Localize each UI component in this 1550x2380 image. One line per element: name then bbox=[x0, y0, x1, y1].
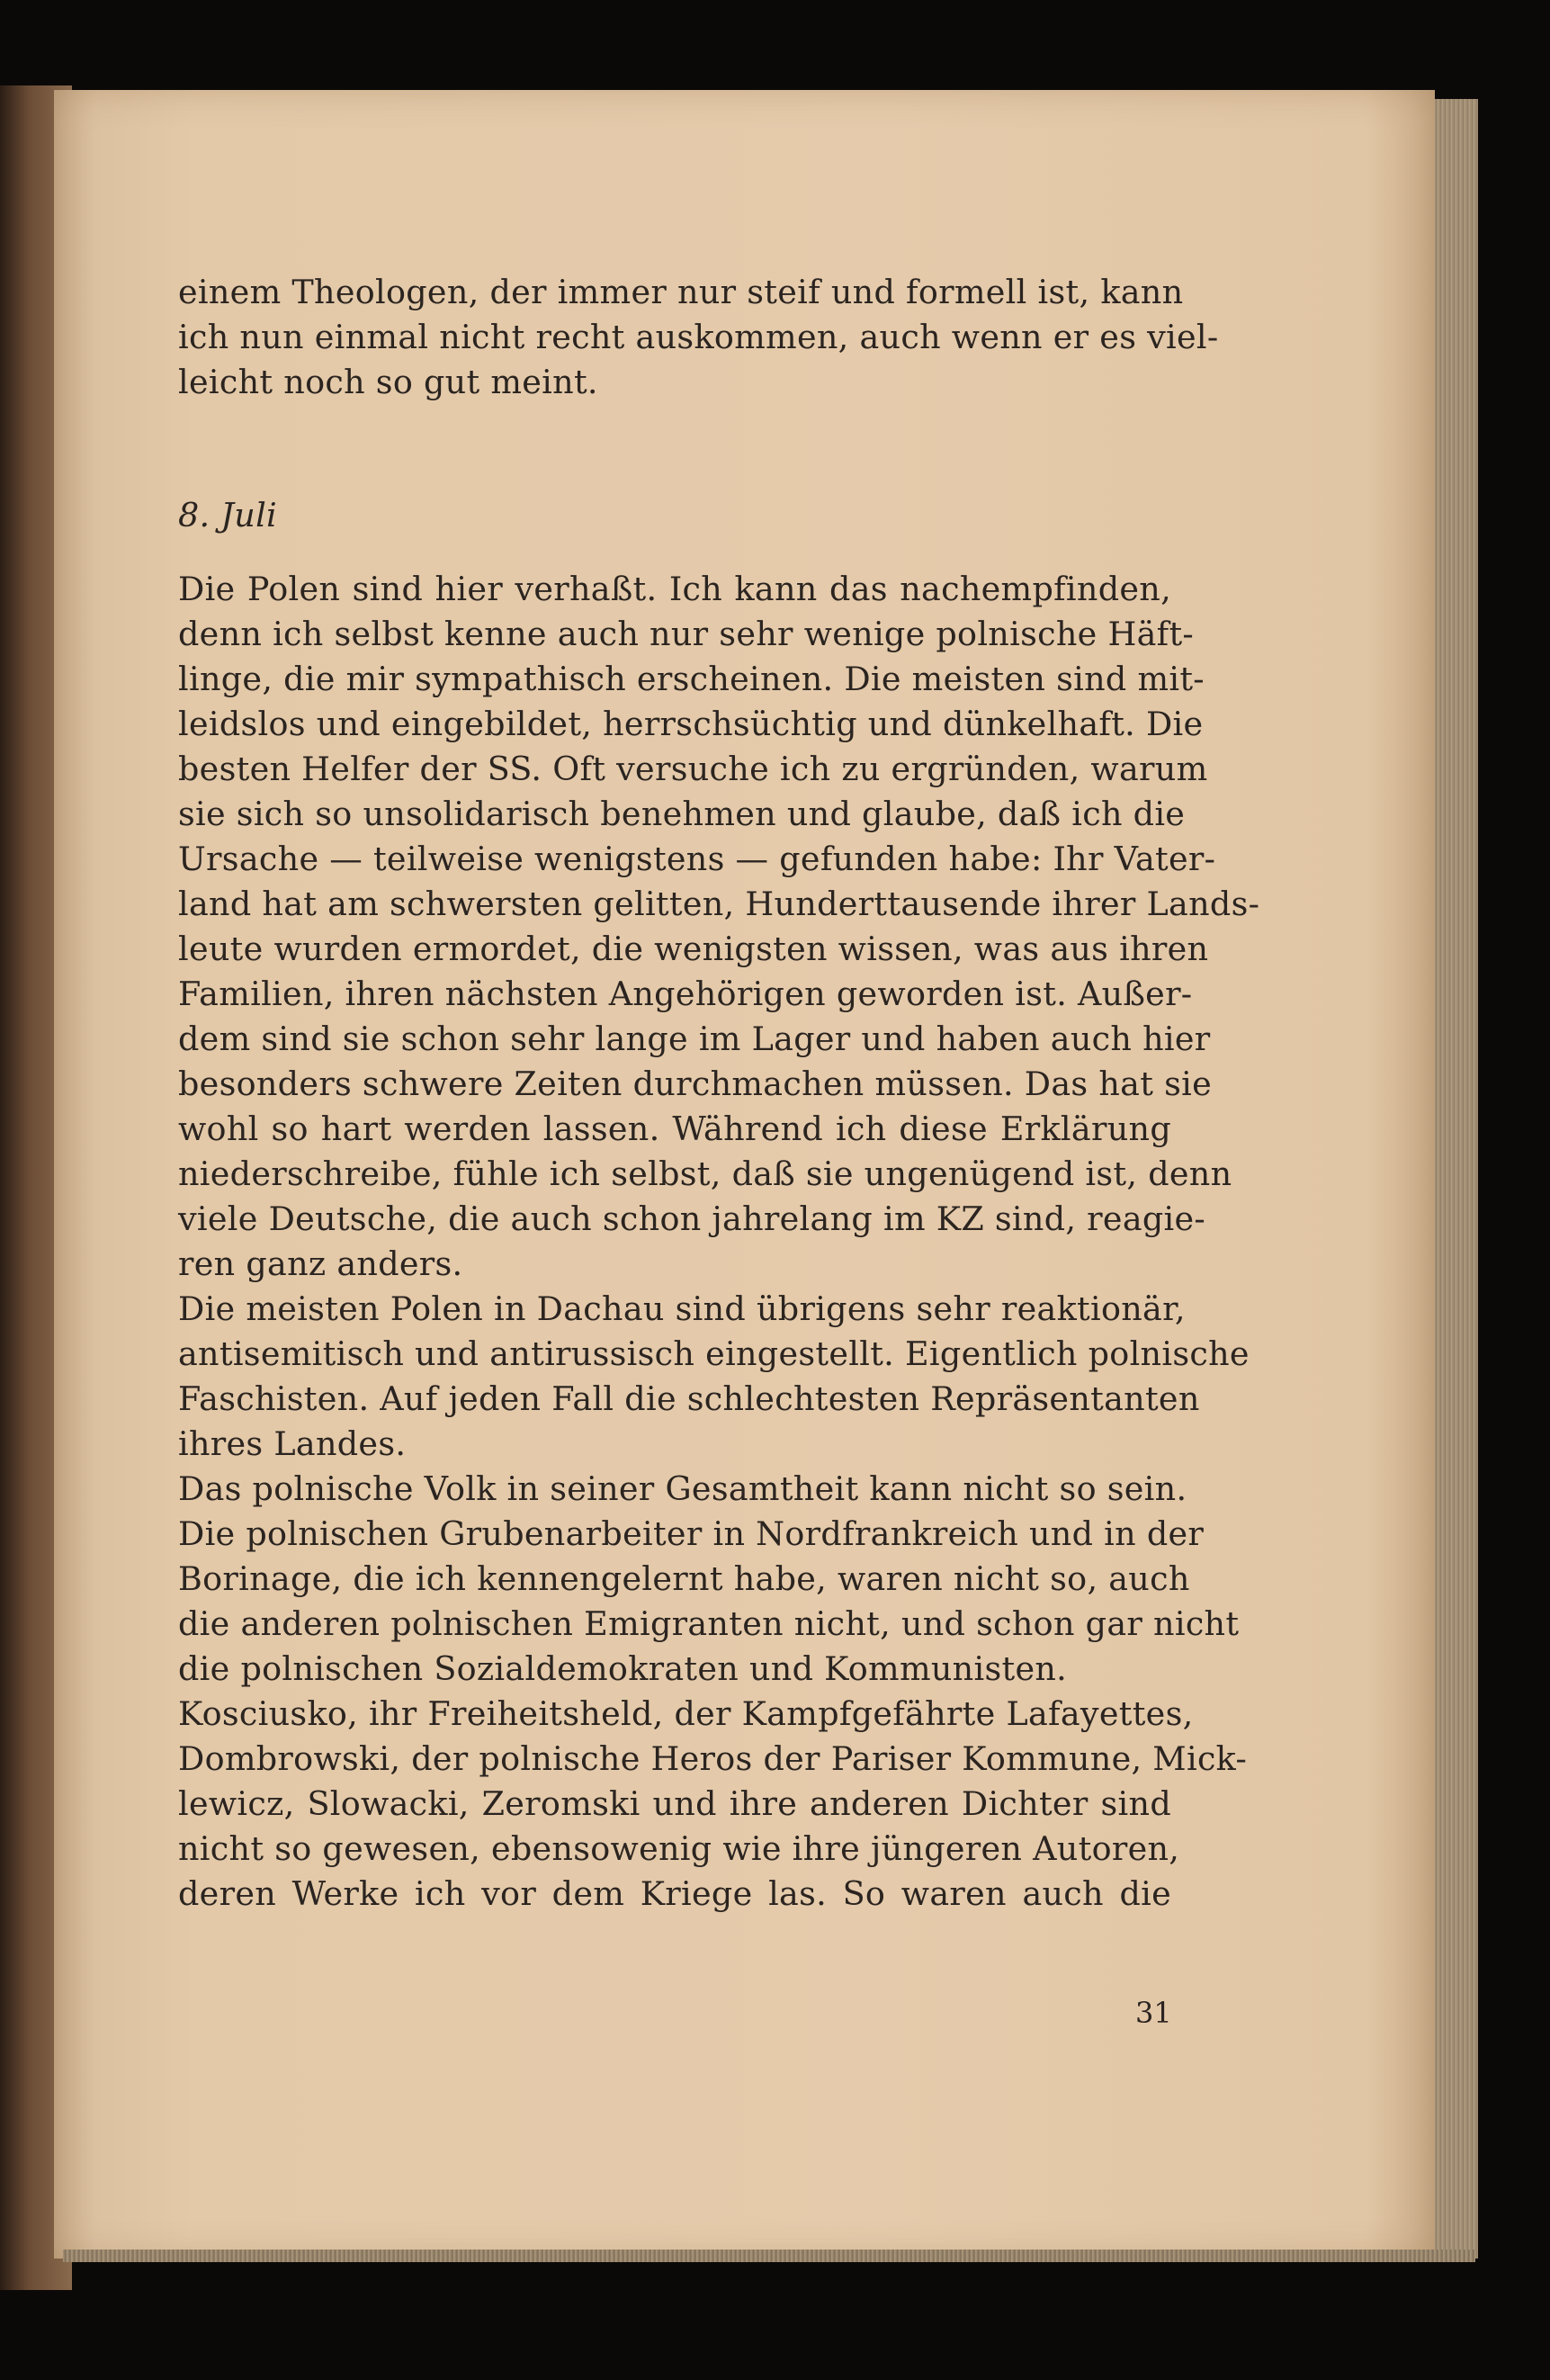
text-line: ihres Landes. bbox=[178, 1424, 407, 1463]
text-line: deren Werke ich vor dem Kriege las. So waren auch die bbox=[178, 1874, 1171, 1913]
section-gap bbox=[178, 405, 1171, 493]
text-line: einem Theologen, der immer nur steif und formell ist, kann bbox=[178, 273, 1184, 311]
text-line: antisemitisch und antirussisch eingestellt. Eigentlich polnische bbox=[178, 1334, 1250, 1373]
text-line: land hat am schwersten gelitten, Hunderttausende ihrer Lands- bbox=[178, 885, 1260, 923]
text-line: Das polnische Volk in seiner Gesamtheit kann nicht so sein. bbox=[178, 1469, 1187, 1508]
text-line: Familien, ihren nächsten Angehörigen geworden ist. Außer- bbox=[178, 974, 1193, 1013]
text-line: Die Polen sind hier verhaßt. Ich kann das nachempfinden, bbox=[178, 570, 1171, 608]
text-line: die polnischen Sozialdemokraten und Kommunisten. bbox=[178, 1649, 1068, 1688]
text-line: sie sich so unsolidarisch benehmen und glaube, daß ich die bbox=[178, 795, 1186, 833]
text-line: Borinage, die ich kennengelernt habe, waren nicht so, auch bbox=[178, 1559, 1190, 1598]
text-line: Ursache — teilweise wenigstens — gefunden habe: Ihr Vater- bbox=[178, 840, 1216, 878]
text-line: dem sind sie schon sehr lange im Lager und haben auch hier bbox=[178, 1019, 1211, 1058]
text-line: Dombrowski, der polnische Heros der Pariser Kommune, Mick- bbox=[178, 1739, 1248, 1778]
text-line: ren ganz anders. bbox=[178, 1244, 463, 1283]
text-line: leicht noch so gut meint. bbox=[178, 363, 598, 401]
text-line: Faschisten. Auf jeden Fall die schlechtesten Repräsentanten bbox=[178, 1379, 1200, 1418]
heading-gap bbox=[178, 538, 1171, 567]
date-heading: 8. Juli bbox=[178, 496, 278, 534]
text-line: besten Helfer der SS. Oft versuche ich zu ergründen, warum bbox=[178, 750, 1208, 788]
text-line: leidslos und eingebildet, herrschsüchtig und dünkelhaft. Die bbox=[178, 705, 1204, 743]
text-line: wohl so hart werden lassen. Während ich diese Erklärung bbox=[178, 1109, 1171, 1148]
text-line: denn ich selbst kenne auch nur sehr wenige polnische Häft- bbox=[178, 615, 1195, 653]
page-text bbox=[178, 270, 1260, 1917]
text-line: Die polnischen Grubenarbeiter in Nordfrankreich und in der bbox=[178, 1514, 1205, 1553]
text-line: Die meisten Polen in Dachau sind übrigens sehr reaktionär, bbox=[178, 1289, 1186, 1328]
text-line: die anderen polnischen Emigranten nicht, und schon gar nicht bbox=[178, 1604, 1240, 1643]
text-line: nicht so gewesen, ebensowenig wie ihre jüngeren Autoren, bbox=[178, 1829, 1180, 1868]
text-line: Kosciusko, ihr Freiheitsheld, der Kampfgefährte Lafayettes, bbox=[178, 1694, 1194, 1733]
text-line: linge, die mir sympathisch erscheinen. Die meisten sind mit- bbox=[178, 660, 1205, 698]
text-line: besonders schwere Zeiten durchmachen müssen. Das hat sie bbox=[178, 1064, 1213, 1103]
text-line: lewicz, Slowacki, Zeromski und ihre anderen Dichter sind bbox=[178, 1784, 1171, 1823]
page-number: 31 bbox=[1135, 1996, 1172, 2030]
page-stack-bottom-edge bbox=[63, 2250, 1475, 2262]
page-stack-edge bbox=[1435, 99, 1478, 2259]
text-line: ich nun einmal nicht recht auskommen, auch wenn er es viel- bbox=[178, 318, 1219, 356]
text-line: niederschreibe, fühle ich selbst, daß sie ungenügend ist, denn bbox=[178, 1154, 1232, 1193]
text-line: viele Deutsche, die auch schon jahrelang im KZ sind, reagie- bbox=[178, 1199, 1206, 1238]
text-line: leute wurden ermordet, die wenigsten wissen, was aus ihren bbox=[178, 930, 1209, 968]
